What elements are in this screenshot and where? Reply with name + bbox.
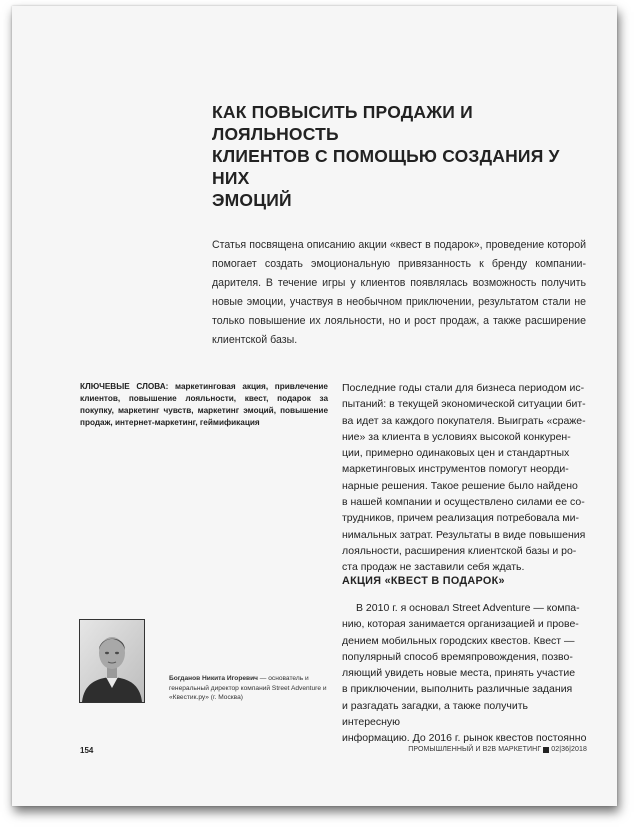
text-line: и разгадать загадки, а также получить интересную (342, 699, 528, 729)
text-line: нию, которая занимается организацией и прове- (342, 618, 579, 631)
text-line: дением мобильных городских квестов. Квест — (342, 634, 575, 647)
title-line: КЛИЕНТОВ С ПОМОЩЬЮ СОЗДАНИЯ У НИХ (212, 146, 560, 188)
text-line: ва идет за каждого покупателя. Выиграть «сраже- (342, 414, 586, 427)
text-line: ние» за клиента в условиях высокой конкурен- (342, 430, 571, 443)
text-line: Последние годы стали для бизнеса периодом ис- (342, 382, 585, 394)
text-line: в нашей компании и осуществлено силами ее со- (342, 496, 585, 509)
article-title (212, 101, 592, 211)
text-line: в приключении, выполнить различные задания (342, 683, 573, 696)
title-line: КАК ПОВЫСИТЬ ПРОДАЖИ И ЛОЯЛЬНОСТЬ (212, 102, 473, 144)
journal-page (12, 6, 617, 806)
author-portrait-icon (80, 620, 144, 702)
journal-name: ПРОМЫШЛЕННЫЙ И B2B МАРКЕТИНГ (408, 746, 542, 753)
section-heading: АКЦИЯ «КВЕСТ В ПОДАРОК» (342, 575, 505, 587)
text-line: маркетинговых инструментов помогут неорди- (342, 463, 569, 476)
text-line: нарные решения. Такое решение было найдено (342, 479, 578, 492)
text-line: пытаний: в текущей экономической ситуации бит- (342, 398, 586, 411)
intro-column (342, 380, 588, 576)
text-line: информацию. До 2016 г. рынок квестов постоянно (342, 732, 587, 745)
author-photo (79, 619, 145, 703)
text-line: В 2010 г. я основал Street Adventure — компа- (356, 602, 580, 614)
article-lead: Статья посвящена описанию акции «квест в подарок», проведение которой помогает создать эмоциональную привязанность к бренду компании-дарителя. В течение игры у клиентов появлялась возможность получить новые эмоции, участвуя в необычном приключении, результатом стали не только повышение их лояльности, но и рост продаж, а также расширение клиентской базы. (212, 239, 586, 346)
text-line: ции, примерно одинаковых цен и стандартных (342, 447, 570, 460)
author-name: Богданов Никита Игоревич (169, 675, 258, 682)
square-icon (543, 747, 549, 753)
section-column (342, 600, 588, 747)
keywords-block (80, 381, 328, 429)
text-line: ста продаж не заставили себя ждать. (342, 561, 525, 574)
keywords-list: маркетинговая акция, привлечение клиентов, повышение лояльности, квест, подарок за покупку, маркетинг чувств, маркетинг эмоций, повышение продаж, интернет-маркетинг, геймификация (80, 382, 328, 427)
journal-issue: 02|36|2018 (551, 746, 587, 753)
author-caption (169, 674, 329, 703)
text-line: нимальных затрат. Результаты в виде повышения (342, 528, 586, 541)
text-line: ляющий увидеть новые места, принять участие (342, 667, 576, 680)
author-bio: — основатель и генеральный директор компаний Street Adventure и «Квестик.ру» (г. Москва) (169, 675, 327, 701)
text-line: трудников, причем реализация потребовала ми- (342, 512, 579, 525)
keywords-label: КЛЮЧЕВЫЕ СЛОВА: (80, 382, 169, 391)
title-line: ЭМОЦИЙ (212, 190, 292, 210)
text-line: популярный способ времяпровождения, позво- (342, 650, 573, 663)
text-line: лояльности, расширения клиентской базы и ро- (342, 544, 577, 557)
journal-footer (408, 746, 587, 753)
page-number: 154 (80, 746, 94, 755)
